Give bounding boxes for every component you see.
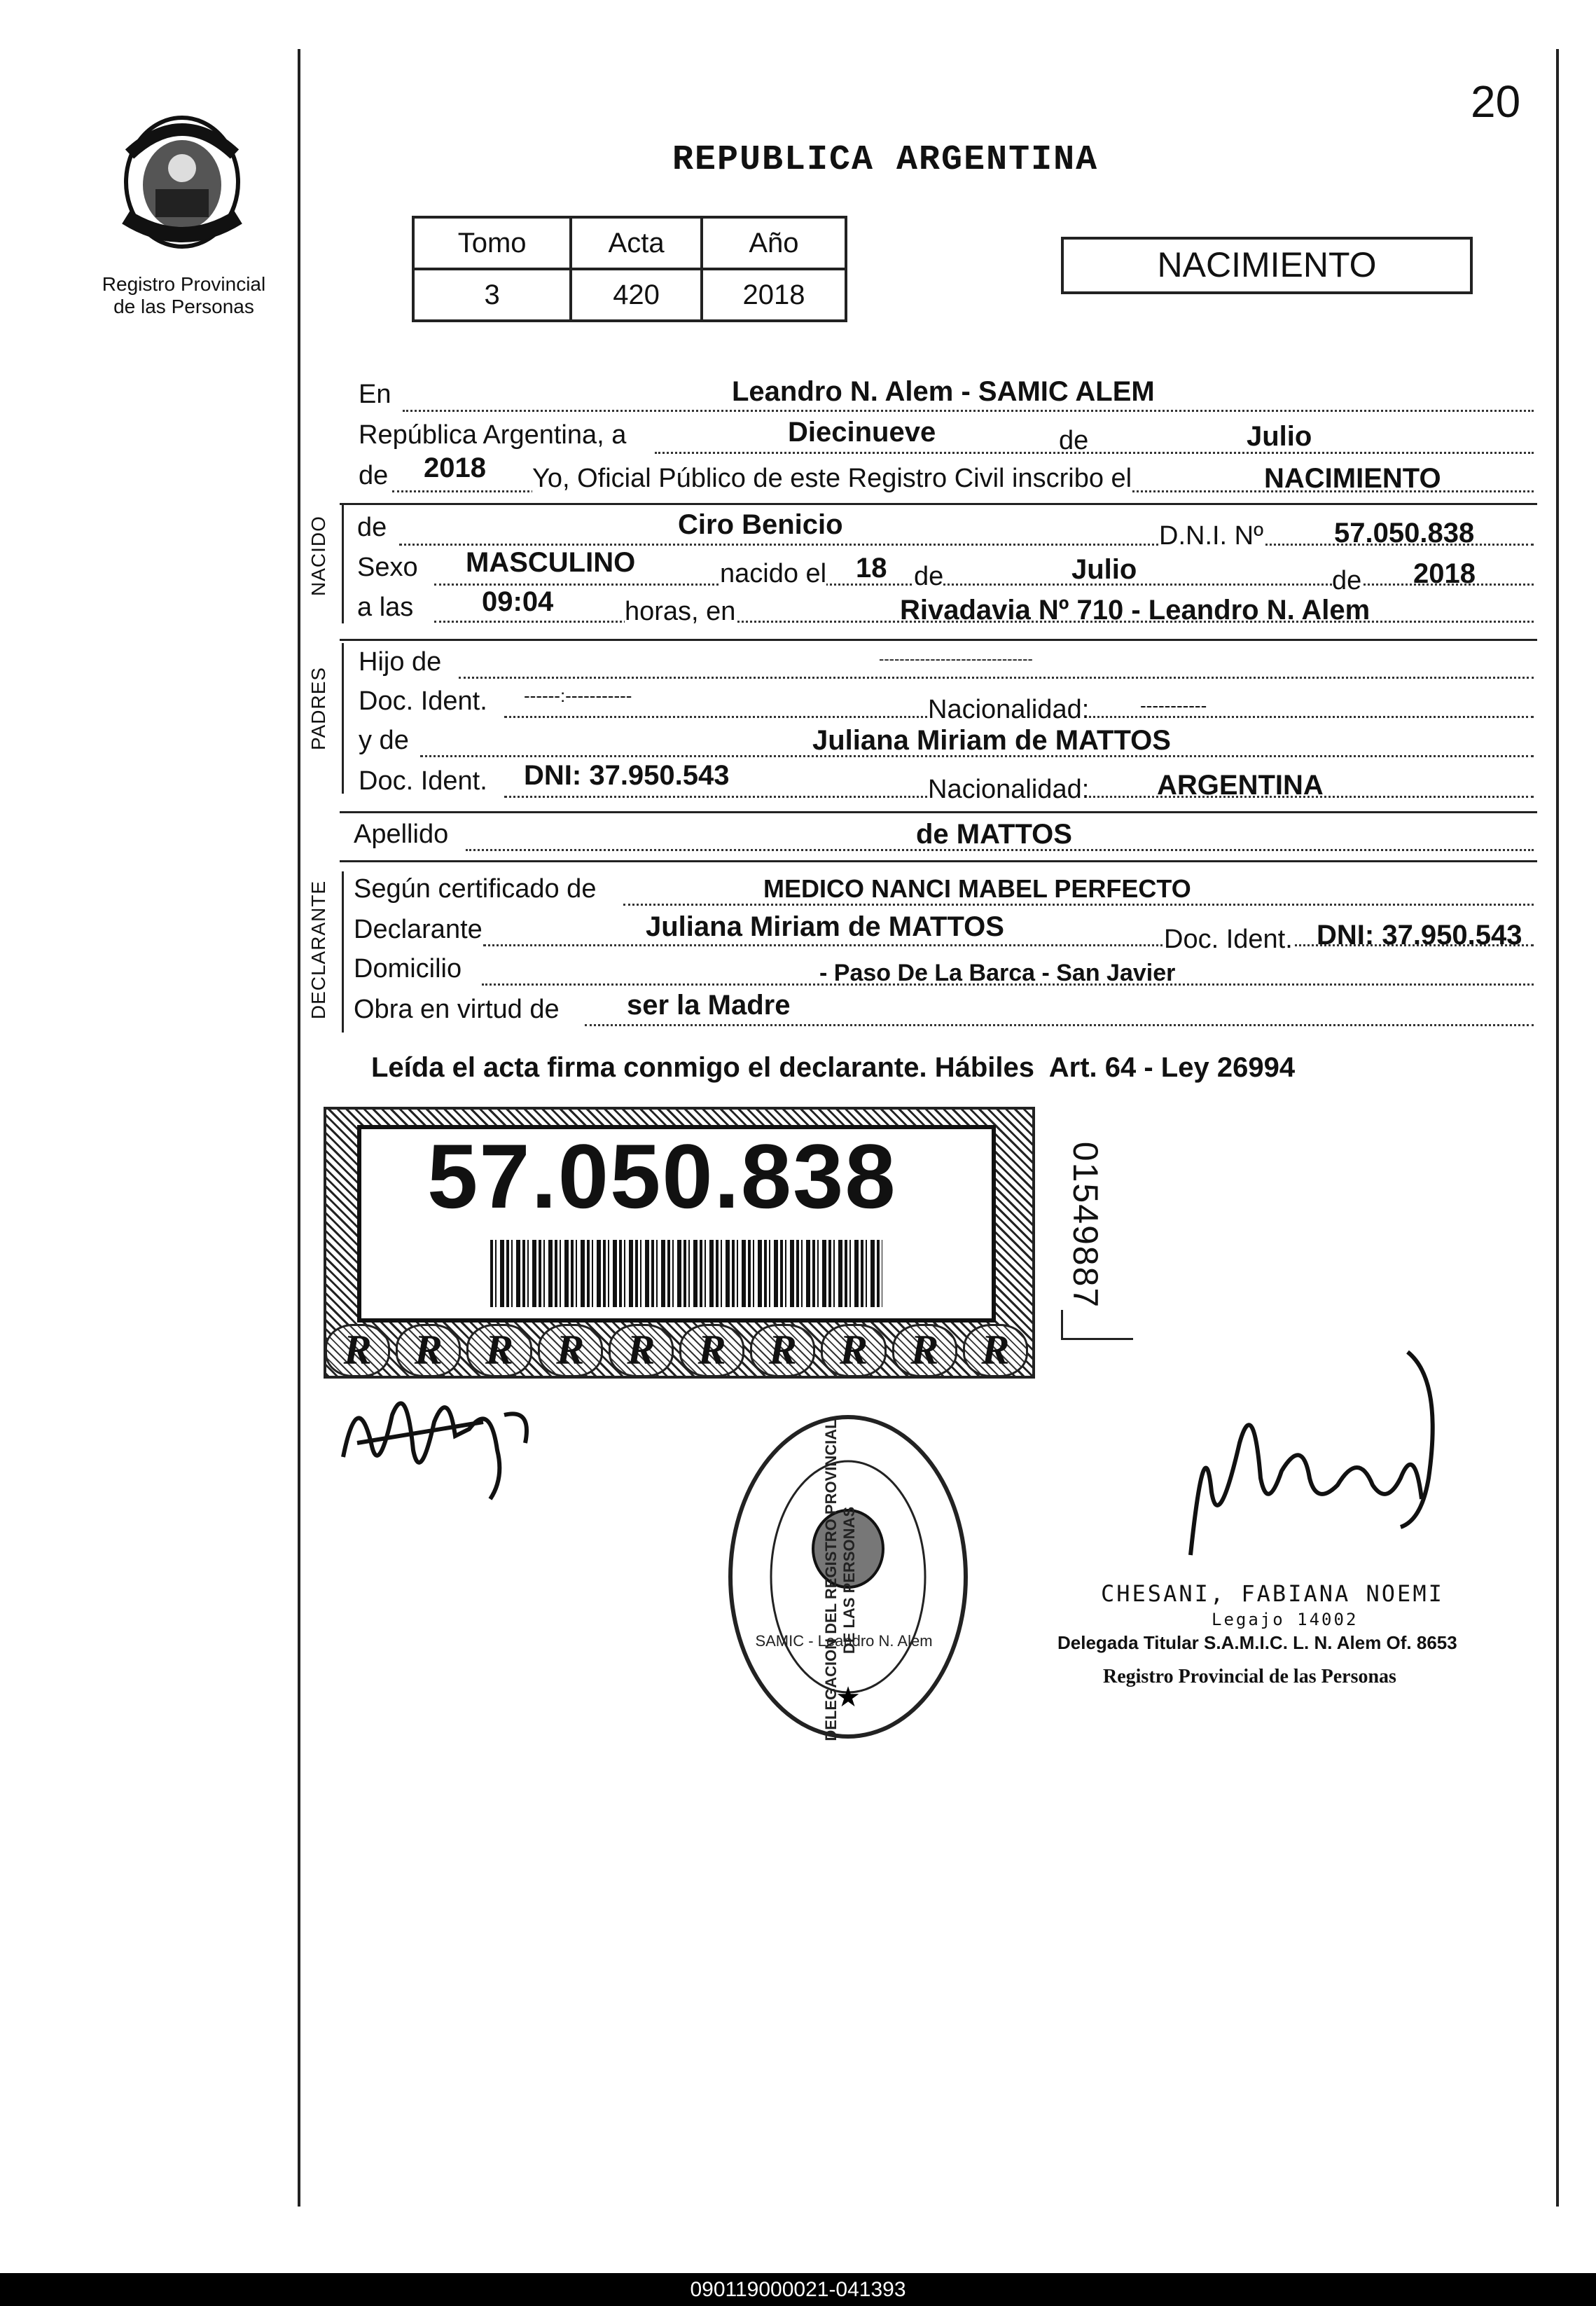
registry-label xyxy=(63,273,305,318)
obra-dots xyxy=(585,1024,1534,1026)
page-number: 20 xyxy=(1471,76,1521,127)
dni-label: D.N.I. Nº xyxy=(1159,521,1263,551)
a-las-label: a las xyxy=(357,593,414,622)
seal-outer-text: DELEGACION DEL REGISTRO PROVINCIAL DE LAS PERSONAS xyxy=(822,1419,858,1741)
barcode-bars xyxy=(490,1240,882,1307)
declarante-value: Juliana Miriam de MATTOS xyxy=(646,911,1004,942)
official-signature xyxy=(1163,1338,1471,1590)
declarante-doc-label: Doc. Ident. xyxy=(1164,925,1293,954)
nacido-divider xyxy=(340,639,1537,641)
domicilio-value: - Paso De La Barca - San Javier xyxy=(819,960,1176,986)
left-margin-line xyxy=(298,49,300,2207)
obra-label: Obra en virtud de xyxy=(354,995,560,1024)
official-name: CHESANI, FABIANA NOEMI xyxy=(1101,1580,1444,1607)
republica-dots xyxy=(655,452,1534,454)
en-label: En xyxy=(359,380,391,409)
r-emblem: R xyxy=(679,1324,744,1377)
birth-de-year-label: de xyxy=(1332,566,1362,595)
child-name-value: Ciro Benicio xyxy=(678,509,843,540)
doc-ident-1-value: ------:----------- xyxy=(524,685,632,706)
padres-divider xyxy=(340,811,1537,813)
nacionalidad-1-label: Nacionalidad: xyxy=(928,695,1090,724)
certificado-value: MEDICO NANCI MABEL PERFECTO xyxy=(763,874,1191,903)
anio-value: 2018 xyxy=(702,269,846,321)
birth-place-value: Rivadavia Nº 710 - Leandro N. Alem xyxy=(900,595,1371,626)
province-logo xyxy=(112,112,252,259)
horas-label: horas, en xyxy=(625,597,736,626)
mother-value: Juliana Miriam de MATTOS xyxy=(812,725,1171,756)
declarante-label: Declarante xyxy=(354,915,483,944)
side-serial: 01549887 xyxy=(1066,1141,1105,1309)
padres-section-label: PADRES xyxy=(307,666,329,750)
apellido-divider xyxy=(340,860,1537,862)
nacido-bracket xyxy=(342,504,344,623)
nacido-de-label: de xyxy=(357,513,387,542)
nacido-el-label: nacido el xyxy=(720,559,827,588)
declarante-section-label: DECLARANTE xyxy=(307,880,329,1020)
day-value: Diecinueve xyxy=(788,417,936,448)
tomo-table xyxy=(412,216,847,322)
certificado-label: Según certificado de xyxy=(354,874,597,904)
inscribo-value: NACIMIENTO xyxy=(1264,463,1441,494)
anio-header: Año xyxy=(702,217,846,269)
sexo-dots xyxy=(434,584,1534,586)
serial-hook xyxy=(1061,1310,1133,1340)
padres-bracket xyxy=(342,643,344,794)
birth-month-value: Julio xyxy=(1071,554,1137,585)
sexo-value: MASCULINO xyxy=(466,547,636,578)
year-value: 2018 xyxy=(424,453,486,483)
birth-day-value: 18 xyxy=(856,553,887,584)
doc-ident-2-label: Doc. Ident. xyxy=(359,766,487,796)
apellido-label: Apellido xyxy=(354,820,449,849)
official-role: Delegada Titular S.A.M.I.C. L. N. Alem Of. 8653 xyxy=(1057,1632,1457,1653)
r-emblem: R xyxy=(892,1324,957,1377)
r-emblem: R xyxy=(325,1324,390,1377)
apellido-value: de MATTOS xyxy=(916,819,1072,850)
r-emblem: R xyxy=(750,1324,815,1377)
right-margin-line xyxy=(1556,49,1559,2207)
r-emblem: R xyxy=(821,1324,886,1377)
nacionalidad-1-value: ----------- xyxy=(1140,695,1207,716)
year-prefix-label: de xyxy=(359,461,389,490)
intro-divider xyxy=(340,503,1537,505)
time-value: 09:04 xyxy=(482,586,554,617)
footer-code: 090119000021-041393 xyxy=(0,2273,1596,2306)
en-dots xyxy=(403,410,1534,412)
en-value: Leandro N. Alem - SAMIC ALEM xyxy=(732,376,1155,407)
republica-label: República Argentina, a xyxy=(359,420,627,450)
acta-header: Acta xyxy=(571,217,702,269)
dni-value: 57.050.838 xyxy=(1334,518,1475,548)
month-value: Julio xyxy=(1247,421,1312,452)
nacionalidad-2-label: Nacionalidad: xyxy=(928,775,1090,804)
closing-text: Leída el acta firma conmigo el declarante. Hábiles Art. 64 - Ley 26994 xyxy=(371,1052,1296,1083)
declarante-bracket xyxy=(342,871,344,1033)
seal-inner-text: SAMIC - Leandro N. Alem xyxy=(755,1632,933,1650)
barcode-number: 57.050.838 xyxy=(427,1125,897,1227)
domicilio-label: Domicilio xyxy=(354,954,462,983)
r-emblem: R xyxy=(396,1324,461,1377)
r-emblem: R xyxy=(963,1324,1028,1377)
declarant-signature xyxy=(329,1373,546,1513)
doc-ident-2-value: DNI: 37.950.543 xyxy=(524,760,730,791)
doc-ident-1-label: Doc. Ident. xyxy=(359,686,487,716)
r-emblem: R xyxy=(466,1324,532,1377)
nacido-section-label: NACIDO xyxy=(307,516,329,596)
registry-line-2: de las Personas xyxy=(113,296,254,317)
y-de-label: y de xyxy=(359,726,409,755)
obra-value: ser la Madre xyxy=(627,990,791,1021)
official-legajo: Legajo 14002 xyxy=(1212,1610,1359,1629)
document-title: REPUBLICA ARGENTINA xyxy=(672,140,1099,180)
acta-value: 420 xyxy=(571,269,702,321)
yo-text: Yo, Oficial Público de este Registro Civil inscribo el xyxy=(532,464,1132,493)
father-value: ------------------------------ xyxy=(879,650,1033,668)
record-type-box: NACIMIENTO xyxy=(1061,237,1473,294)
official-registry: Registro Provincial de las Personas xyxy=(1103,1666,1396,1687)
r-pattern-strip xyxy=(325,1324,1028,1377)
r-emblem: R xyxy=(609,1324,674,1377)
tomo-header: Tomo xyxy=(413,217,571,269)
hijo-de-label: Hijo de xyxy=(359,647,442,677)
de-month-label: de xyxy=(1059,426,1089,455)
birth-de-label: de xyxy=(914,562,944,591)
nacionalidad-2-value: ARGENTINA xyxy=(1157,770,1324,801)
registry-line-1: Registro Provincial xyxy=(102,273,266,295)
birth-year-value: 2018 xyxy=(1413,558,1476,589)
r-emblem: R xyxy=(538,1324,603,1377)
declarante-doc-value: DNI: 37.950.543 xyxy=(1317,920,1522,951)
hijo-dots xyxy=(459,677,1534,679)
sexo-label: Sexo xyxy=(357,553,418,582)
svg-text:★: ★ xyxy=(835,1681,861,1713)
tomo-value: 3 xyxy=(413,269,571,321)
